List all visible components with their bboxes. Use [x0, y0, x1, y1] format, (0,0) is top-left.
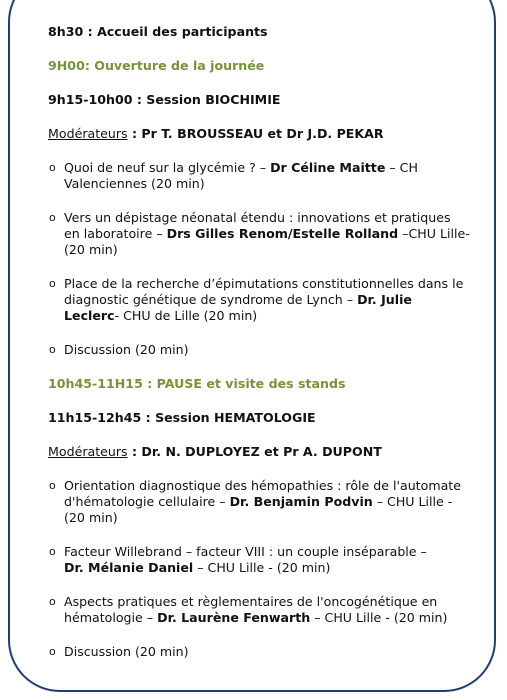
session-biochimie-moderators: Modérateurs : Pr T. BROUSSEAU et Dr J.D. PEKAR	[48, 126, 384, 141]
bullet-icon: o	[49, 211, 56, 224]
bullet-icon: o	[49, 343, 56, 356]
bullet-icon: o	[49, 161, 56, 174]
welcome-line: 8h30 : Accueil des participants	[48, 24, 268, 39]
talk-willebrand: o Facteur Willebrand – facteur VIII : un couple inséparable – Dr. Mélanie Daniel – CHU Lille - (20 min)	[49, 544, 427, 575]
bullet-icon: o	[49, 545, 56, 558]
break-line: 10h45-11H15 : PAUSE et visite des stands	[48, 376, 346, 391]
bullet-icon: o	[49, 645, 56, 658]
bullet-icon: o	[49, 277, 56, 290]
bullet-icon: o	[49, 595, 56, 608]
program-content	[48, 24, 484, 660]
talk-epimutations: o Place de la recherche d’épimutations constitutionnelles dans le diagnostic génétique de syndrome de Lynch – Dr. Julie Leclerc- CHU de Lille (20 min)	[49, 276, 464, 323]
session-biochimie-title: 9h15-10h00 : Session BIOCHIMIE	[48, 92, 281, 107]
talk-glycemie: o Quoi de neuf sur la glycémie ? – Dr Céline Maitte – CH Valenciennes (20 min)	[49, 160, 418, 191]
bullet-icon: o	[49, 479, 56, 492]
talk-hemopathies: o Orientation diagnostique des hémopathies : rôle de l'automate d'hématologie cellulaire – Dr. Benjamin Podvin – CHU Lille - (20 min)	[49, 478, 461, 525]
opening-line: 9H00: Ouverture de la journée	[48, 58, 265, 73]
talk-discussion-1: o Discussion (20 min)	[49, 342, 189, 357]
session-hematologie-moderators: Modérateurs : Dr. N. DUPLOYEZ et Pr A. DUPONT	[48, 444, 382, 459]
session-hematologie-title: 11h15-12h45 : Session HEMATOLOGIE	[48, 410, 316, 425]
talk-discussion-2: o Discussion (20 min)	[49, 644, 189, 659]
talk-depistage: o Vers un dépistage néonatal étendu : innovations et pratiques en laboratoire – Drs Gilles Renom/Estelle Rolland –CHU Lille- (20 min)	[49, 210, 470, 257]
talk-oncogenetique: o Aspects pratiques et règlementaires de l'oncogénétique en hématologie – Dr. Laurène Fenwarth – CHU Lille - (20 min)	[49, 594, 448, 625]
